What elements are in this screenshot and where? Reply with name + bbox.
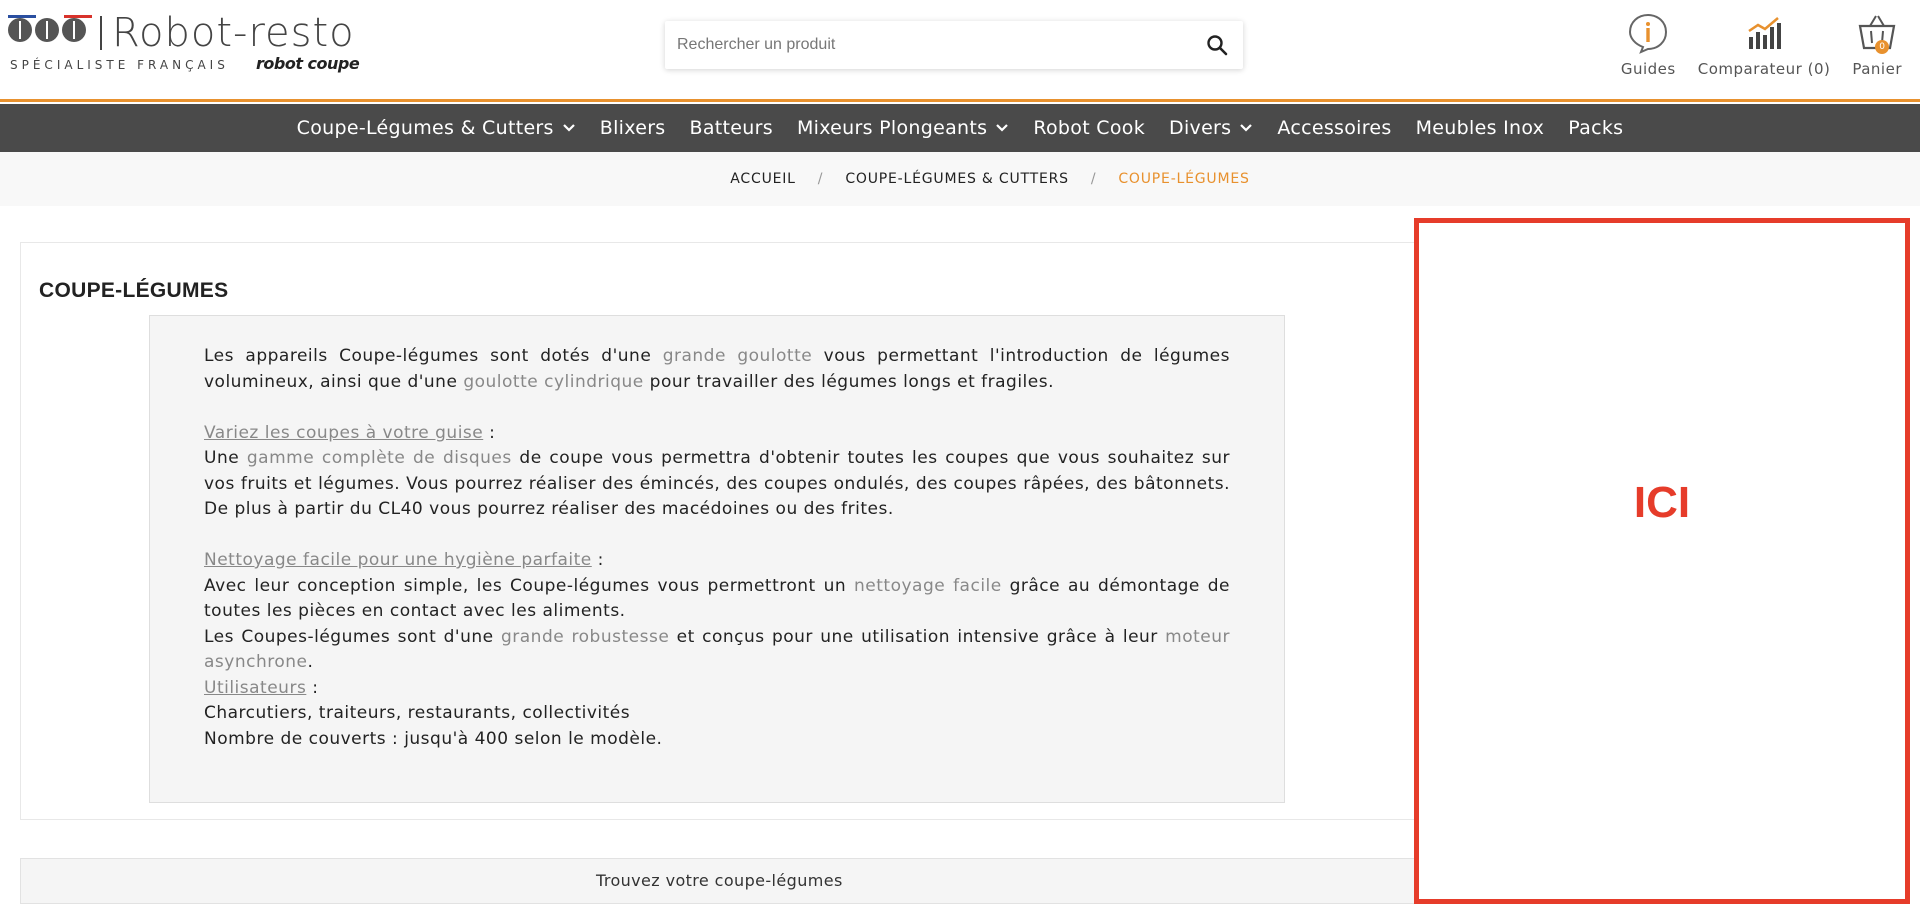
breadcrumb: [0, 152, 1920, 206]
cart-count-badge: 0: [1875, 40, 1889, 54]
breadcrumb-category-link[interactable]: COUPE-LÉGUMES & CUTTERS: [845, 171, 1069, 187]
highlight-text: gamme complète de disques: [246, 448, 512, 468]
nav-item-blixers[interactable]: Blixers: [599, 117, 666, 139]
info-icon: [1627, 12, 1669, 54]
comparateur-label: Comparateur (0): [1697, 60, 1831, 78]
chart-icon: [1744, 15, 1784, 51]
highlight-text: moteur asynchrone: [204, 626, 1231, 672]
main-nav: [0, 104, 1920, 152]
find-product-bar[interactable]: [20, 858, 1420, 904]
nav-item-robot-cook[interactable]: Robot Cook: [1033, 117, 1146, 139]
section-link-coupes[interactable]: Variez les coupes à votre guise: [204, 422, 484, 443]
search-box: [665, 21, 1243, 69]
panier-button[interactable]: [1852, 12, 1902, 78]
find-product-label: Trouvez votre coupe-légumes: [596, 871, 843, 890]
nav-item-meubles-inox[interactable]: Meubles Inox: [1415, 117, 1545, 139]
page-title: COUPE-LÉGUMES: [39, 279, 229, 302]
section-link-nettoyage[interactable]: Nettoyage facile pour une hygiène parfaite: [204, 550, 592, 570]
category-content: [20, 242, 1420, 820]
guides-label: Guides: [1620, 60, 1676, 78]
site-header: [0, 0, 1920, 102]
header-actions: [1621, 12, 1902, 78]
breadcrumb-home-link[interactable]: ACCUEIL: [730, 171, 796, 187]
search-input[interactable]: [677, 21, 1177, 69]
logo-mark-icon: [8, 18, 86, 42]
logo-title: Robot-resto: [112, 10, 355, 56]
highlight-box: [1414, 218, 1910, 904]
category-description: Les appareils Coupe-légumes sont dotés d'une grande goulotte vous permettant l'introduction de légumes volumineux, ainsi que d'une goulotte cylindrique pour travailler des légumes longs et fragiles. Variez les coupes à votre guise : Une gamme complète de disques de coupe vous permettra d'obtenir toutes les coupes que vous souhaitez sur vos fruits et légumes. Vous pourrez réaliser des émincés, des coupes ondulés, des coupes râpées, des bâtonnets. De plus à partir du CL40 vous pourrez réaliser des macédoines ou des frites. Nettoyage facile pour une hygiène parfaite : Avec leur conception simple, les Coupe-légumes vous permettront un nettoyage facile grâce au démontage de toutes les pièces en contact avec les aliments. Les Coupes-légumes sont d'une grande robustesse et conçus pour une utilisation intensive grâce à leur moteur asynchrone. Utilisateurs : Charcutiers, traiteurs, restaurants, collectivités Nombre de couverts : jusqu'à 400 selon le modèle.: [149, 315, 1285, 803]
nav-item-batteurs[interactable]: Batteurs: [689, 117, 773, 139]
breadcrumb-separator: /: [1090, 171, 1097, 187]
highlight-label: ICI: [1633, 478, 1691, 527]
section-link-utilisateurs[interactable]: Utilisateurs: [204, 677, 307, 698]
users-text: Charcutiers, traiteurs, restaurants, collectivités: [204, 703, 631, 723]
breadcrumb-current: COUPE-LÉGUMES: [1118, 171, 1250, 187]
nav-item-mixeurs-plongeants[interactable]: Mixeurs Plongeants: [785, 117, 1021, 139]
highlight-text: grande robustesse: [500, 626, 670, 647]
breadcrumb-separator: /: [817, 171, 824, 187]
chevron-down-icon: [1239, 123, 1253, 133]
nav-item-coupe-legumes-cutters[interactable]: Coupe-Légumes & Cutters: [285, 117, 588, 139]
panier-label: Panier: [1852, 60, 1902, 78]
comparateur-button[interactable]: [1698, 12, 1831, 78]
nav-item-packs[interactable]: Packs: [1568, 117, 1624, 139]
logo-brand: robot coupe: [256, 54, 360, 73]
chevron-down-icon: [995, 123, 1009, 133]
nav-item-divers[interactable]: Divers: [1157, 117, 1265, 139]
search-icon[interactable]: [1205, 33, 1229, 57]
site-logo[interactable]: [8, 10, 368, 76]
logo-subtitle: SPÉCIALISTE FRANÇAIS: [10, 58, 229, 72]
guides-button[interactable]: [1621, 12, 1676, 78]
covers-text: Nombre de couverts : jusqu'à 400 selon le modèle.: [204, 728, 663, 749]
highlight-text: goulotte cylindrique: [463, 371, 644, 392]
highlight-text: nettoyage facile: [854, 575, 1002, 596]
nav-item-accessoires[interactable]: Accessoires: [1277, 117, 1392, 139]
chevron-down-icon: [562, 123, 576, 133]
highlight-text: grande goulotte: [662, 346, 813, 366]
